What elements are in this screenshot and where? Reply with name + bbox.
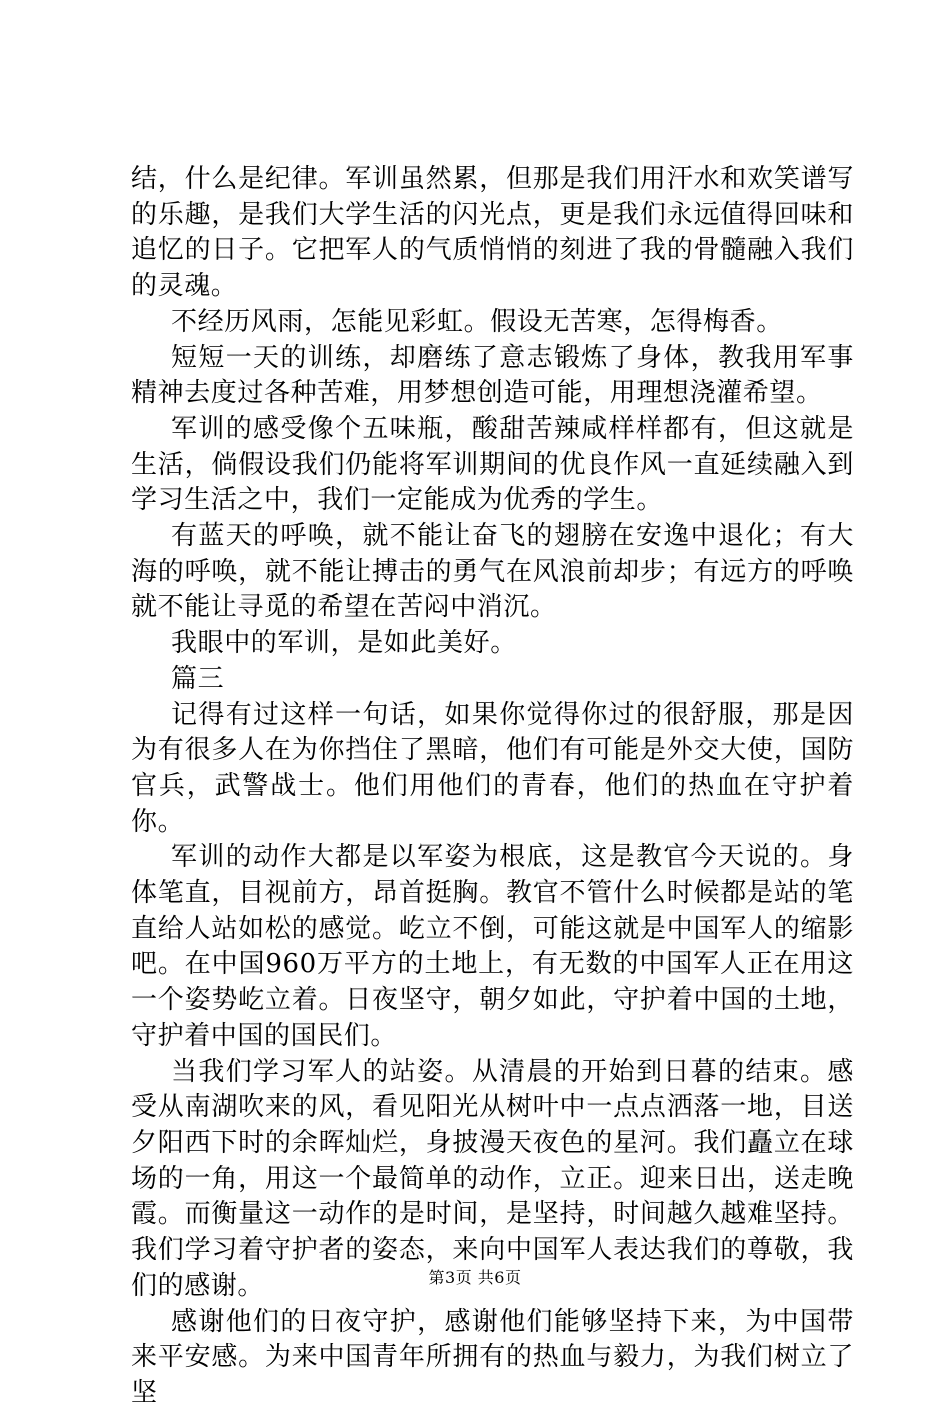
document-body bbox=[131, 162, 854, 1412]
paragraph: 感谢他们的日夜守护，感谢他们能够坚持下来，为中国带来平安感。为来中国青年所拥有的热血与毅力，为我们树立了坚 bbox=[131, 1306, 854, 1408]
paragraph: 不经历风雨，怎能见彩虹。假设无苦寒，怎得梅香。 bbox=[171, 306, 783, 337]
paragraph-continuation: 结，什么是纪律。军训虽然累，但那是我们用汗水和欢笑谱写的乐趣，是我们大学生活的闪光点，更是我们永远值得回味和追忆的日子。它把军人的气质悄悄的刻进了我的骨髓融入我们的灵魂。 bbox=[131, 164, 854, 302]
paragraph: 当我们学习军人的站姿。从清晨的开始到日暮的结束。感受从南湖吹来的风，看见阳光从树叶中一点点洒落一地，目送夕阳西下时的余晖灿烂，身披漫天夜色的星河。我们矗立在球场的一角，用这一个最简单的动作，立正。迎来日出，送走晚霞。而衡量这一动作的是时间，是坚持，时间越久越难坚持。我们学习着守护者的姿态，来向中国军人表达我们的尊敬，我们的感谢。 bbox=[131, 1056, 854, 1301]
paragraph: 军训的动作大都是以军姿为根底，这是教官今天说的。身体笔直，目视前方，昂首挺胸。教官不管什么时候都是站的笔直给人站如松的感觉。屹立不倒，可能这就是中国军人的缩影吧。在中国960万平方的土地上，有无数的中国军人正在用这一个姿势屹立着。日夜坚守，朝夕如此，守护着中国的土地，守护着中国的国民们。 bbox=[131, 842, 854, 1051]
paragraph: 记得有过这样一句话，如果你觉得你过的很舒服，那是因为有很多人在为你挡住了黑暗，他们有可能是外交大使，国防官兵，武警战士。他们用他们的青春，他们的热血在守护着你。 bbox=[131, 699, 854, 837]
page-footer bbox=[0, 1268, 950, 1288]
page-number: 第3页 共6页 bbox=[428, 1268, 522, 1287]
paragraph: 军训的感受像个五味瓶，酸甜苦辣咸样样都有，但这就是生活，倘假设我们仍能将军训期间的优良作风一直延续融入到学习生活之中，我们一定能成为优秀的学生。 bbox=[131, 413, 854, 516]
paragraph: 有蓝天的呼唤，就不能让奋飞的翅膀在安逸中退化；有大海的呼唤，就不能让搏击的勇气在风浪前却步；有远方的呼唤就不能让寻觅的希望在苦闷中消沉。 bbox=[131, 521, 854, 623]
paragraph: 短短一天的训练，却磨练了意志锻炼了身体，教我用军事精神去度过各种苦难，用梦想创造可能，用理想浇灌希望。 bbox=[131, 342, 854, 409]
paragraph: 我眼中的军训，是如此美好。 bbox=[171, 628, 517, 659]
section-heading: 篇三 bbox=[171, 663, 225, 694]
